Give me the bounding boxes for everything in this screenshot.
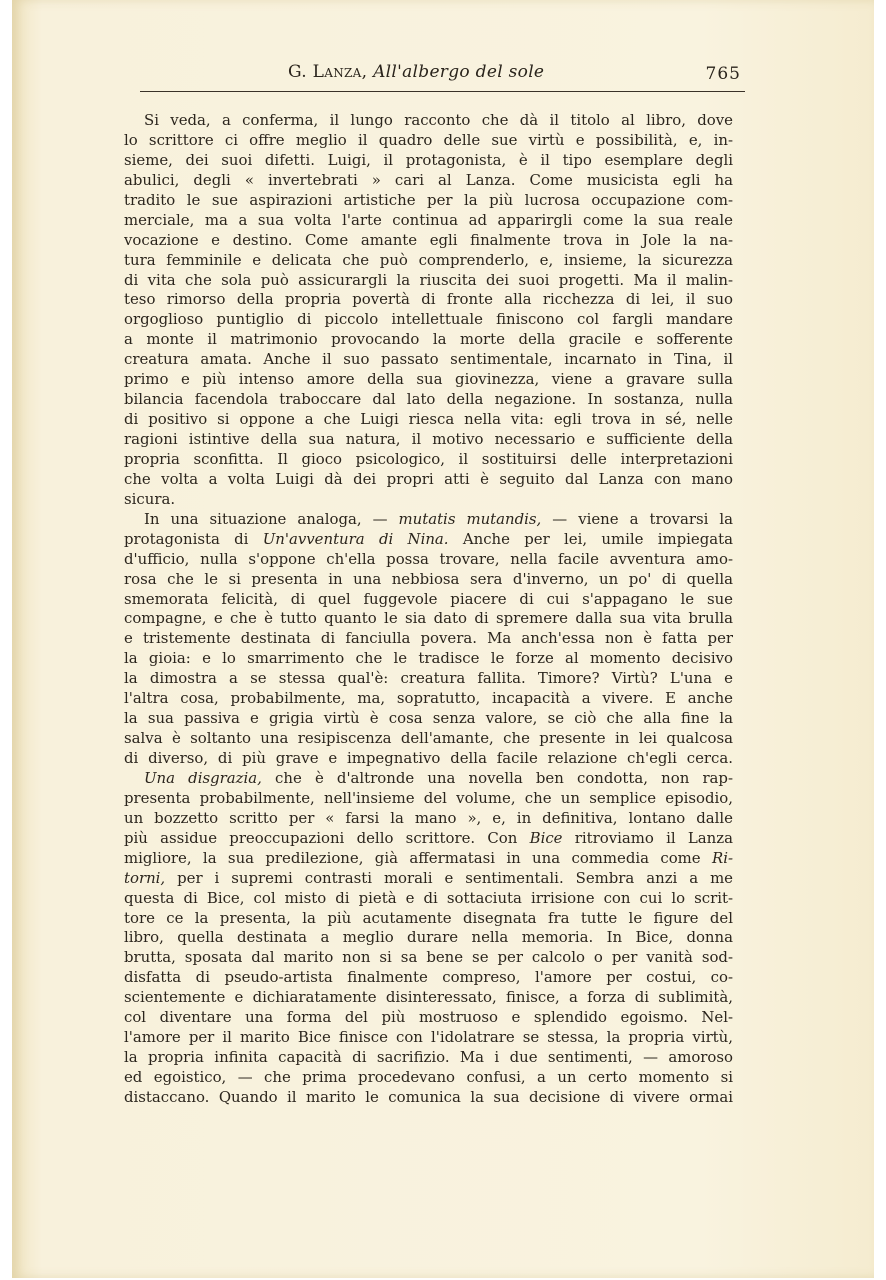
text-segment: ritroviamo il Lanza [562,828,733,847]
text-segment: abulici, degli « invertebrati » cari al Lanza. Come musicista egli ha [124,170,733,189]
text-segment: un bozzetto scritto per « farsi la mano », e, in definitiva, lontano dalle [124,808,733,827]
header-rule [140,91,745,92]
text-line [124,1008,733,1028]
text-segment: scientemente e dichiaratamente disinteressato, finisce, a forza di sublimità, [124,988,733,1007]
text-line [124,171,733,191]
text-line [124,849,733,869]
text-segment: tura femminile e delicata che può comprenderlo, e, insieme, la sicurezza [124,250,733,269]
text-line [124,729,733,749]
header-separator: , [361,62,374,82]
text-segment: ed egoistico, — che prima procedevano confusi, a un certo momento si [124,1068,733,1086]
text-segment: d'ufficio, nulla s'oppone ch'ella possa trovare, nella facile avventura amo- [124,549,733,568]
text-segment: sicura. [124,489,176,508]
text-segment: presenta probabilmente, nell'insieme del volume, che un semplice episodio, [124,788,733,807]
text-segment: brutta, sposata dal marito non si sa bene se per calcolo o per vanità sod- [124,948,733,967]
page-number: 765 [705,64,741,84]
text-line [124,649,733,669]
text-segment: la propria infinita capacità di sacrifizio. Ma i due sentimenti, — amoroso [124,1048,733,1067]
text-segment: creatura amata. Anche il suo passato sentimentale, incarnato in Tina, il [124,350,733,369]
text-line [124,769,733,789]
text-line [124,111,733,131]
text-line [124,390,733,410]
text-line [124,191,733,211]
text-line [124,510,733,530]
text-line [124,669,733,689]
text-line [124,629,733,649]
text-segment: che volta a volta Luigi dà dei propri atti è seguito dal Lanza con mano [124,469,733,488]
text-line [124,131,733,151]
text-segment: a monte il matrimonio provocando la morte della gracile e sofferente [124,330,733,349]
text-segment: la sua passiva e grigia virtù è cosa senza valore, se ciò che alla fine la [124,709,733,728]
text-segment: teso rimorso della propria povertà di fronte alla ricchezza di lei, il suo [124,290,733,309]
text-segment: di vita che sola può assicurargli la riuscita dei suoi progetti. Ma il malin- [124,270,733,289]
text-segment: la gioia: e lo smarrimento che le tradisce le forze al momento decisivo [124,649,733,668]
text-line [124,829,733,849]
text-segment: sieme, dei suoi difetti. Luigi, il protagonista, è il tipo esemplare degli [124,150,733,169]
text-line [124,310,733,330]
text-segment: orgoglioso puntiglio di piccolo intellettuale finiscono col fargli mandare [124,310,733,329]
text-line [124,350,733,370]
text-line [124,290,733,310]
text-line [124,470,733,490]
text-line [124,609,733,629]
text-line [124,330,733,350]
text-line [124,251,733,271]
text-line [124,450,733,470]
text-segment: ragioni istintive della sua natura, il motivo necessario e sufficiente della [124,430,733,448]
text-segment: propria sconfitta. Il gioco psicologico, il sostituirsi delle interpretazioni [124,449,733,468]
text-line [124,550,733,570]
text-segment: la dimostra a se stessa qual'è: creatura fallita. Timore? Virtù? L'una e [124,669,733,688]
header-author: G. Lanza [288,62,362,82]
text-segment: questa di Bice, col misto di pietà e di sottaciuta irrisione con cui lo scrit- [124,888,733,907]
text-line [124,689,733,709]
text-segment: l'amore per il marito Bice finisce con l'idolatrare se stessa, la propria virtù, [124,1028,733,1047]
text-line [124,410,733,430]
italic-segment: Una disgrazia, [144,768,262,787]
italic-segment: Ri- [711,848,733,867]
text-line [124,749,733,769]
text-line [124,1088,733,1108]
text-line [124,789,733,809]
text-line [124,271,733,291]
text-segment: tore ce la presenta, la più acutamente disegnata fra tutte le figure del [124,908,733,927]
text-line [124,211,733,231]
text-line [124,490,733,510]
text-line [124,1048,733,1068]
text-segment: salva è soltanto una resipiscenza dell'amante, che presente in lei qualcosa [124,729,733,748]
text-segment: merciale, ma a sua volta l'arte continua ad apparirgli come la sua reale [124,210,733,229]
text-segment: Anche per lei, umile impiegata [448,529,733,548]
running-head [288,62,544,82]
text-line [124,370,733,390]
text-segment: per i supremi contrasti morali e sentimentali. Sembra anzi a me [165,868,733,887]
text-segment: disfatta di pseudo-artista finalmente compreso, l'amore per costui, co- [124,968,733,987]
text-line [124,709,733,729]
text-segment: migliore, la sua predilezione, già affermatasi in una commedia come [124,848,712,867]
italic-segment: Bice [529,828,563,847]
text-line [124,889,733,909]
text-segment: bilancia facendola traboccare dal lato della negazione. In sostanza, nulla [124,390,733,409]
text-line [124,430,733,450]
text-line [124,968,733,988]
text-segment: di diverso, di più grave e impegnativo della facile relazione ch'egli cerca. [124,749,733,767]
text-line [124,590,733,610]
text-segment: col diventare una forma del più mostruoso e splendido egoismo. Nel- [124,1008,733,1027]
text-segment: vocazione e destino. Come amante egli finalmente trova in Jole la na- [124,230,733,249]
text-line [124,1028,733,1048]
text-line [124,1068,733,1088]
text-segment: Si veda, a conferma, il lungo racconto che dà il titolo al libro, dove [144,111,733,129]
text-segment: tradito le sue aspirazioni artistiche per la più lucrosa occupazione com- [124,190,733,209]
text-segment: In una situazione analoga, — [144,509,399,528]
italic-segment: torni, [124,868,166,887]
text-segment: protagonista di [124,529,263,548]
text-line [124,909,733,929]
text-segment: l'altra cosa, probabilmente, ma, sopratutto, incapacità a vivere. E anche [124,689,733,708]
text-line [124,988,733,1008]
text-segment: e tristemente destinata di fanciulla povera. Ma anch'essa non è fatta per [124,629,733,648]
text-line [124,151,733,171]
text-line [124,570,733,590]
text-segment: lo scrittore ci offre meglio il quadro delle sue virtù e possibilità, e, in- [124,130,733,149]
running-header [140,58,745,88]
text-segment: che è d'altronde una novella ben condotta, non rap- [261,768,733,787]
italic-segment: Un'avventura di Nina. [262,529,449,548]
text-segment: di positivo si oppone a che Luigi riesca nella vita: egli trova in sé, nelle [124,410,733,429]
text-line [124,869,733,889]
text-segment: primo e più intenso amore della sua giovinezza, viene a gravare sulla [124,370,733,389]
text-segment: libro, quella destinata a meglio durare nella memoria. In Bice, donna [124,928,733,947]
text-line [124,231,733,251]
header-title: All'albergo del sole [373,62,545,82]
text-line [124,530,733,550]
italic-segment: mutatis mutandis, [398,509,542,528]
text-segment: smemorata felicità, di quel fuggevole piacere di cui s'appagano le sue [124,589,733,608]
text-line [124,809,733,829]
body-text [124,111,733,1108]
text-segment: distaccano. Quando il marito le comunica la sua decisione di vivere ormai [124,1087,733,1106]
text-segment: più assidue preoccupazioni dello scrittore. Con [124,828,530,847]
text-segment: compagne, e che è tutto quanto le sia dato di spremere dalla sua vita brulla [124,609,733,628]
text-segment: — viene a trovarsi la [541,509,733,528]
text-line [124,928,733,948]
text-line [124,948,733,968]
text-segment: rosa che le si presenta in una nebbiosa sera d'inverno, un po' di quella [124,569,733,588]
